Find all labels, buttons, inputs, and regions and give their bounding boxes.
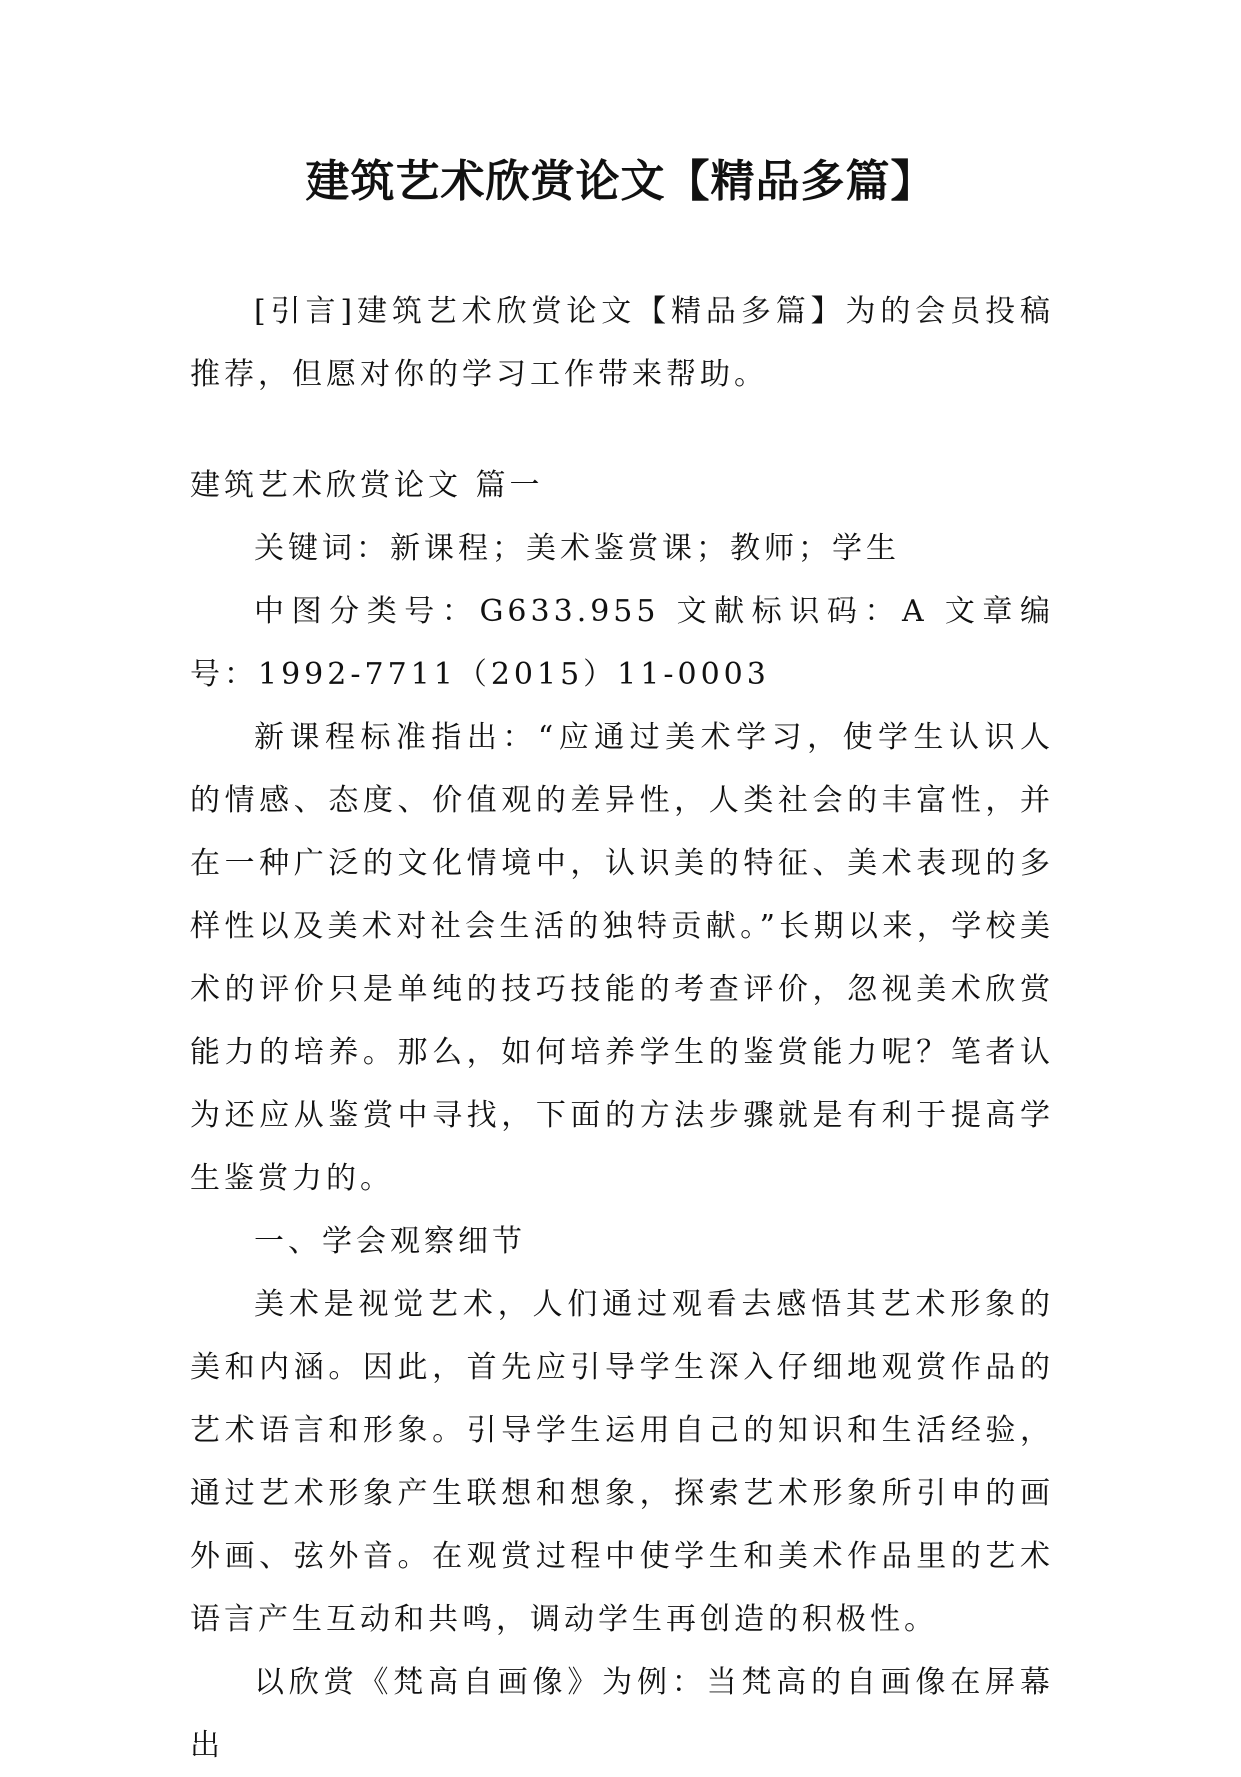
section-heading: 建筑艺术欣赏论文 篇一 xyxy=(190,468,544,503)
document-body xyxy=(190,280,1054,1777)
subheading: 一、学会观察细节 xyxy=(254,1224,526,1259)
intro-paragraph: [引言]建筑艺术欣赏论文【精品多篇】为的会员投稿推荐，但愿对你的学习工作带来帮助。 xyxy=(190,294,1054,392)
keywords-line: 关键词：新课程；美术鉴赏课；教师；学生 xyxy=(254,531,900,566)
document-title: 建筑艺术欣赏论文【精品多篇】 xyxy=(305,156,936,207)
body-paragraph: 新课程标准指出：“应通过美术学习，使学生认识人的情感、态度、价值观的差异性，人类社会的丰富性，并在一种广泛的文化情境中，认识美的特征、美术表现的多样性以及美术对社会生活的独特贡献。”长期以来，学校美术的评价只是单纯的技巧技能的考查评价，忽视美术欣赏能力的培养。那么，如何培养学生的鉴赏能力呢？笔者认为还应从鉴赏中寻找，下面的方法步骤就是有利于提高学生鉴赏力的。 xyxy=(190,720,1054,1196)
body-paragraph: 以欣赏《梵高自画像》为例：当梵高的自画像在屏幕出 xyxy=(190,1665,1054,1763)
classification-line: 中图分类号：G633.955 文献标识码：A 文章编号：1992-7711（2015）11-0003 xyxy=(190,594,1054,692)
body-paragraph: 美术是视觉艺术，人们通过观看去感悟其艺术形象的美和内涵。因此，首先应引导学生深入仔细地观赏作品的艺术语言和形象。引导学生运用自己的知识和生活经验，通过艺术形象产生联想和想象，探索艺术形象所引申的画外画、弦外音。在观赏过程中使学生和美术作品里的艺术语言产生互动和共鸣，调动学生再创造的积极性。 xyxy=(190,1287,1054,1637)
